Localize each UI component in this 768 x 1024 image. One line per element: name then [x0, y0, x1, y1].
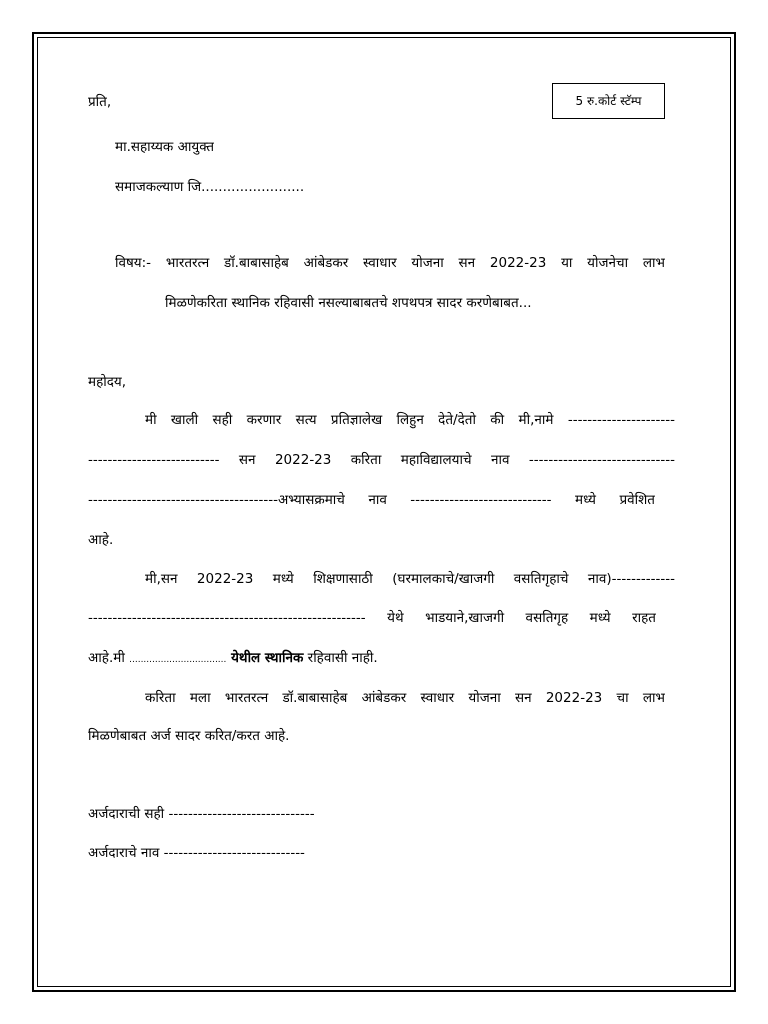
- applicant-signature-line: अर्जदाराची सही ------------------------------: [88, 806, 315, 822]
- court-stamp-box: 5 रु.कोर्ट स्टॅम्प: [552, 83, 665, 119]
- body-para2-line1: मी,सन 2022-23 मध्ये शिक्षणासाठी (घरमालकाचे/खाजगी वसतिगृहाचे नाव)-------------: [145, 571, 675, 587]
- subject-line-1: विषय:- भारतरत्न डॉ.बाबासाहेब आंबेडकर स्वाधार योजना सन 2022-23 या योजनेचा लाभ: [115, 255, 665, 271]
- body-para3-line2: मिळणेबाबत अर्ज सादर करित/करत आहे.: [88, 728, 290, 744]
- address-department: समाजकल्याण जि........................: [115, 179, 305, 195]
- address-recipient: मा.सहाय्यक आयुक्त: [115, 139, 215, 155]
- body-para2-line2: --------------------------------------------------------- येथे भाडयाने,खाजगी वसतिगृह मध्ये राहत: [88, 610, 656, 626]
- body-para1-line2: --------------------------- सन 2022-23 करिता महाविद्यालयाचे नाव ------------------------------: [88, 452, 675, 468]
- body-para1-line1: मी खाली सही करणार सत्य प्रतिज्ञालेख लिहुन देते/देतो की मी,नामे ----------------------: [145, 412, 675, 428]
- body-para2-line3-start: आहे.मी: [88, 650, 130, 666]
- body-para2-line3-bold: येथील स्थानिक: [226, 650, 304, 666]
- body-para2-line3-dots: ..................................: [129, 655, 227, 665]
- address-prati: प्रति,: [88, 94, 112, 110]
- salutation: महोदय,: [88, 374, 127, 390]
- applicant-name-line: अर्जदाराचे नाव -----------------------------: [88, 845, 305, 861]
- body-para1-line3: ---------------------------------------अभ्यासक्रमाचे नाव ----------------------------- मध्ये प्रवेशित: [88, 492, 655, 508]
- body-para3-line1: करिता मला भारतरत्न डॉ.बाबासाहेब आंबेडकर स्वाधार योजना सन 2022-23 चा लाभ: [145, 690, 665, 706]
- body-para1-line4: आहे.: [88, 532, 114, 548]
- subject-line-2: मिळणेकरिता स्थानिक रहिवासी नसल्याबाबतचे शपथपत्र सादर करणेबाबत...: [165, 295, 532, 311]
- body-para2-line3-end: रहिवासी नाही.: [303, 650, 378, 666]
- body-para2-line3: [88, 648, 378, 670]
